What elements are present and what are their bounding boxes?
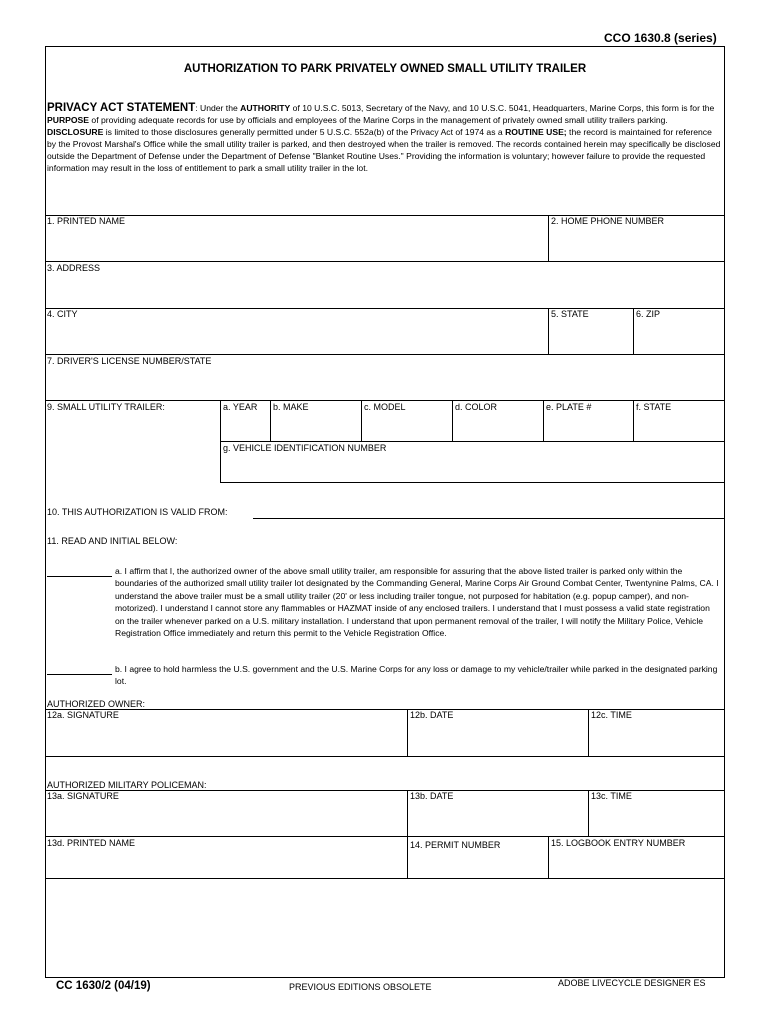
year-label: a. YEAR [223, 402, 258, 412]
model-label: c. MODEL [364, 402, 406, 412]
privacy-disclosure: DISCLOSURE [47, 126, 104, 137]
divider [407, 709, 408, 756]
owner-date-label: 12b. DATE [410, 710, 454, 720]
privacy-purpose: PURPOSE [47, 114, 90, 125]
state-label: 5. STATE [551, 309, 589, 319]
divider [588, 790, 589, 836]
divider [548, 836, 549, 878]
logbook-entry-label: 15. LOGBOOK ENTRY NUMBER [551, 838, 686, 848]
previous-editions-note: PREVIOUS EDITIONS OBSOLETE [289, 982, 432, 992]
drivers-license-label: 7. DRIVER'S LICENSE NUMBER/STATE [47, 356, 212, 366]
privacy-act-statement [47, 103, 723, 174]
address-label: 3. ADDRESS [47, 263, 101, 273]
divider [220, 482, 725, 483]
designer-note: ADOBE LIVECYCLE DESIGNER ES [558, 978, 706, 988]
initial-line-a [47, 576, 112, 577]
permit-number-label: 14. PERMIT NUMBER [410, 840, 501, 850]
form-title: AUTHORIZATION TO PARK PRIVATELY OWNED SMALL UTILITY TRAILER [183, 63, 587, 75]
owner-signature-label: 12a. SIGNATURE [47, 710, 119, 720]
plate-state-label: f. STATE [636, 402, 672, 412]
divider [407, 790, 408, 878]
form-number: CC 1630/2 (04/19) [56, 980, 151, 992]
divider [45, 308, 725, 309]
valid-from-label: 10. THIS AUTHORIZATION IS VALID FROM: [47, 507, 228, 517]
form-series: CCO 1630.8 (series) [604, 31, 717, 45]
privacy-text-3: of providing adequate records for use by officials and employees of the Marine Corps in the management of privately owned small utility trailers parking. [89, 114, 668, 125]
divider [45, 261, 725, 262]
divider [548, 215, 549, 261]
divider [220, 400, 221, 482]
divider [452, 400, 453, 441]
divider [45, 756, 725, 757]
printed-name-label: 1. PRINTED NAME [47, 216, 126, 226]
divider [45, 836, 725, 837]
divider [633, 308, 634, 354]
statement-a: a. I affirm that I, the authorized owner of the above small utility trailer, am responsible for assuring that the above listed trailer is parked only within the boundaries of the authorized small utility trailer lot designated by the Commanding General, Marine Corps Air Ground Combat Center, Twentynine Palms, CA. I understand the above trailer must be a small utility trailer (20' or less including trailer tongue, not purposed for habitation (e.g. popup camper), and non-motorized). I understand I cannot store any flammables or HAZMAT inside of any enclosed trailers. I understand that I must possess a valid state registration on the trailer whenever parked on a U.S. military installation. I understand that upon permanent removal of the trailer, I will notify the Military Police, Vehicle Registration Office immediately and return this permit to the Vehicle Registration Office. [115, 566, 719, 639]
divider [633, 400, 634, 441]
privacy-routine-use: ROUTINE USE; [505, 126, 567, 137]
vin-label: g. VEHICLE IDENTIFICATION NUMBER [223, 443, 387, 453]
zip-label: 6. ZIP [636, 309, 661, 319]
divider [270, 400, 271, 441]
privacy-text-4: is limited to those disclosures generally permitted under 5 U.S.C. 552a(b) of the Privacy Act of 1974 as a [103, 126, 506, 137]
read-initial-label: 11. READ AND INITIAL BELOW: [47, 536, 178, 546]
divider [220, 441, 725, 442]
plate-label: e. PLATE # [546, 402, 592, 412]
divider [548, 308, 549, 354]
color-label: d. COLOR [455, 402, 498, 412]
trailer-label: 9. SMALL UTILITY TRAILER: [47, 402, 165, 412]
police-printed-name-label: 13d. PRINTED NAME [47, 838, 136, 848]
police-signature-label: 13a. SIGNATURE [47, 791, 119, 801]
divider [543, 400, 544, 441]
police-time-label: 13c. TIME [591, 791, 632, 801]
privacy-lead: PRIVACY ACT STATEMENT [47, 102, 196, 114]
privacy-text-2: of 10 U.S.C. 5013, Secretary of the Navy, and 10 U.S.C. 5041, Headquarters, Marine Corps, this form is for the [290, 103, 715, 113]
owner-time-label: 12c. TIME [591, 710, 632, 720]
divider [588, 709, 589, 756]
police-heading: AUTHORIZED MILITARY POLICEMAN: [47, 780, 207, 790]
divider [45, 354, 725, 355]
divider [45, 400, 725, 401]
statement-b: b. I agree to hold harmless the U.S. government and the U.S. Marine Corps for any loss or damage to my vehicle/trailer while parked in the designated parking lot. [115, 664, 718, 687]
privacy-text-5: the record is maintained for reference by the Provost Marshal's Office while the small utility trailer is parked, and then destroyed when the trailer is removed. The records contained herein may specifically be disclosed outside the Department of Defense under the Department of Defense "Blanket Routine Uses." Providing the information is voluntary; however failure to provide the requested information may result in the loss of entitlement to park a small utility trailer in the lot. [47, 126, 721, 173]
privacy-authority: AUTHORITY [240, 103, 291, 113]
police-date-label: 13b. DATE [410, 791, 454, 801]
owner-heading: AUTHORIZED OWNER: [47, 699, 145, 709]
divider [361, 400, 362, 441]
divider [45, 878, 725, 879]
privacy-text-1: : Under the [195, 103, 241, 113]
valid-from-line [253, 518, 725, 519]
home-phone-label: 2. HOME PHONE NUMBER [551, 216, 665, 226]
city-label: 4. CITY [47, 309, 78, 319]
initial-line-b [47, 674, 112, 675]
make-label: b. MAKE [273, 402, 309, 412]
